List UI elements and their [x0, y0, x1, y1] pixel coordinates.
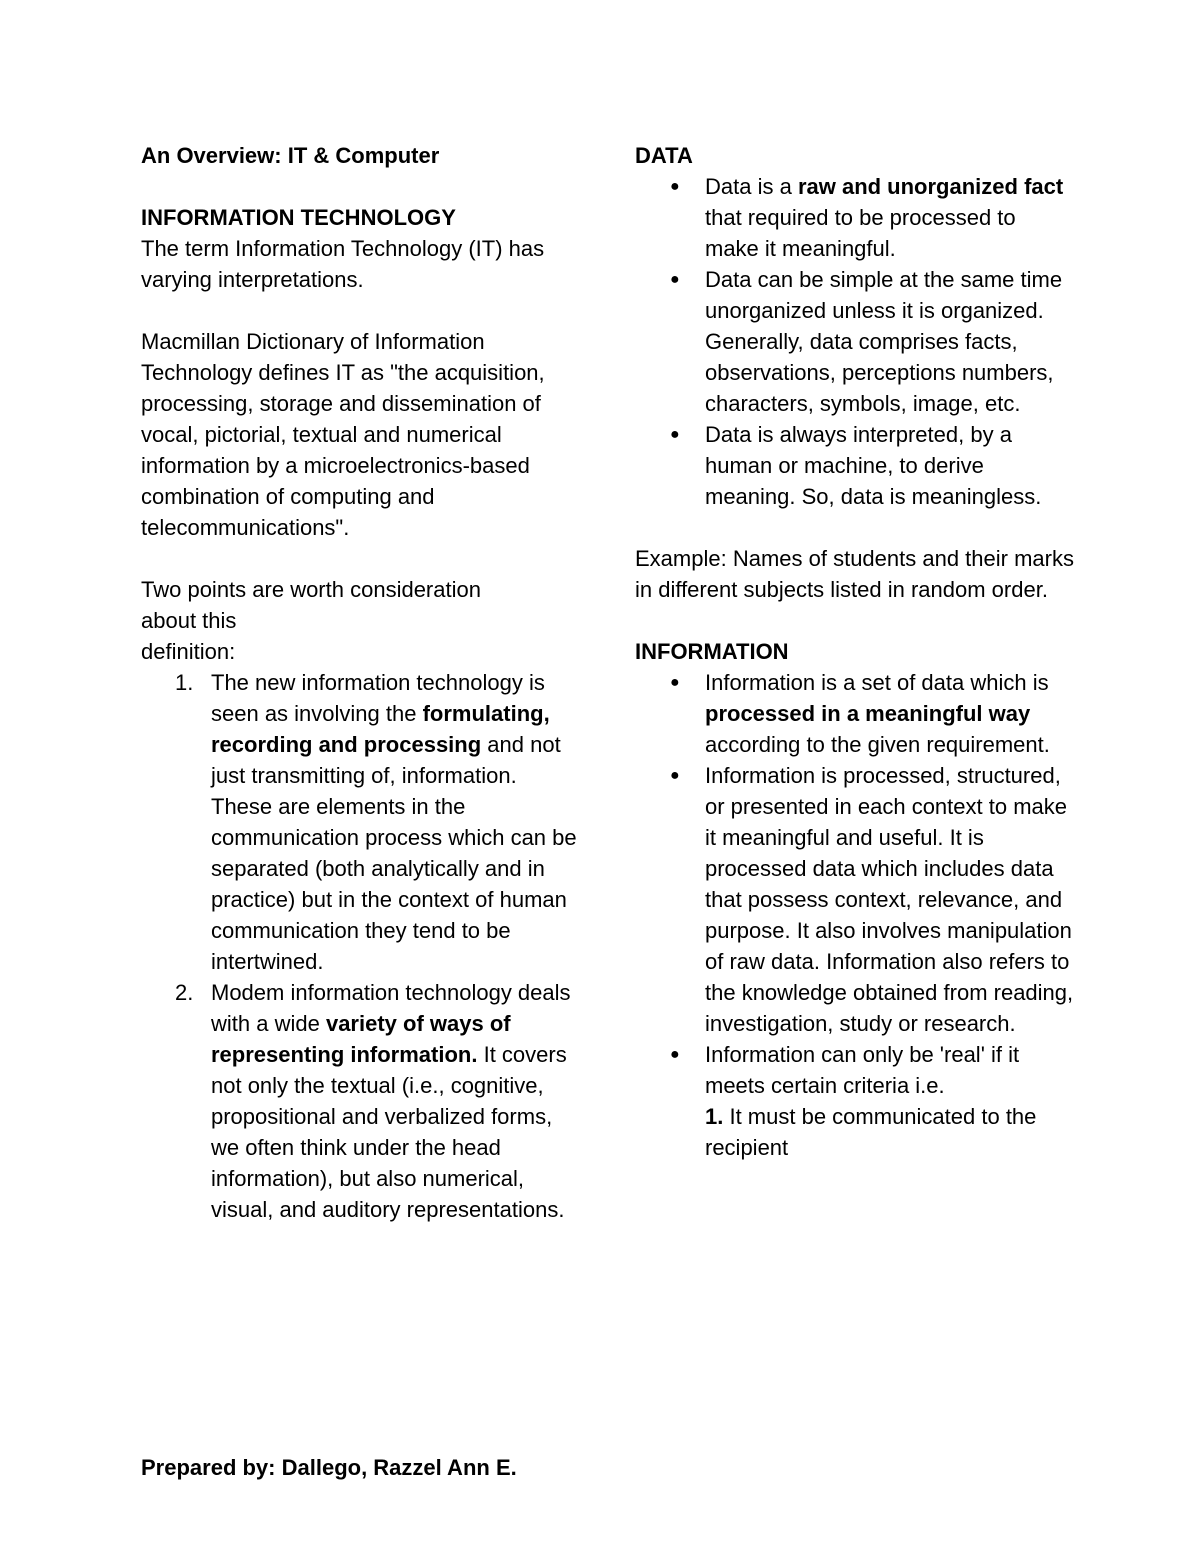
- example-paragraph: Example: Names of students and their marks in different subjects listed in random order.: [635, 546, 1074, 602]
- item-text: Data is always interpreted, by a human or machine, to derive meaning. So, data is meaningless.: [705, 422, 1042, 509]
- right-column: [635, 140, 1075, 1163]
- sub-number: 1.: [705, 1104, 724, 1129]
- spacer: [141, 171, 581, 202]
- bullet-list-item: [635, 171, 1075, 264]
- item-bold-text: variety of ways of representing information.: [211, 1011, 511, 1067]
- list-number: 1.: [175, 670, 194, 695]
- footer-prepared-by: [141, 1452, 517, 1483]
- it-intro-paragraph: The term Information Technology (IT) has varying interpretations.: [141, 236, 545, 292]
- numbered-list-item: [141, 667, 581, 977]
- item-text: Information is processed, structured, or presented in each context to make it meaningful and useful. It is processed data which includes data that possess context, relevance, and purpose. It also involves manipulation of raw data. Information also refers to the knowledge obtained from reading, investigation, study or research.: [705, 763, 1074, 1036]
- macmillan-paragraph: Macmillan Dictionary of Information Technology defines IT as "the acquisition, processing, storage and dissemination of vocal, pictorial, textual and numerical information by a microelectronics-based combination of computing and telecommunications".: [141, 329, 545, 540]
- bullet-list-item: [635, 667, 1075, 760]
- information-heading: INFORMATION: [635, 639, 789, 664]
- spacer: [141, 543, 581, 574]
- bullet-list-item: [635, 264, 1075, 419]
- item-bold-text: raw and unorganized fact: [797, 174, 1064, 199]
- document-title: An Overview: IT & Computer: [141, 143, 440, 168]
- item-text: according to the given requirement.: [705, 732, 1050, 757]
- points-line-3: definition:: [141, 639, 236, 664]
- author-name: Dallego, Razzel Ann E.: [281, 1455, 517, 1480]
- bullet-icon: ●: [670, 271, 680, 288]
- points-line-2: about this: [141, 608, 237, 633]
- bullet-icon: ●: [670, 1046, 680, 1063]
- bullet-list-item: [635, 1039, 1075, 1163]
- item-text: that required to be processed to make it meaningful.: [705, 205, 1016, 261]
- bullet-icon: ●: [670, 426, 680, 443]
- item-text: Information is a set of data which is: [705, 670, 1049, 695]
- footer-label: Prepared by:: [141, 1455, 282, 1480]
- spacer: [141, 295, 581, 326]
- sub-criterion: [705, 1101, 1075, 1163]
- points-line-1: Two points are worth consideration: [141, 577, 481, 602]
- item-text: The new information technology is seen as involving the: [211, 670, 545, 726]
- item-text: Data is a: [705, 174, 798, 199]
- item-bold-text: formulating, recording and processing: [211, 701, 550, 757]
- item-text: Data can be simple at the same time unorganized unless it is organized. Generally, data comprises facts, observations, perceptions numbers, characters, symbols, image, etc.: [705, 267, 1063, 416]
- list-number: 2.: [175, 980, 194, 1005]
- item-text: Modem information technology deals with a wide: [211, 980, 571, 1036]
- item-text: It covers not only the textual (i.e., cognitive, propositional and verbalized forms, we often think under the head information), but also numerical, visual, and auditory representations.: [211, 1042, 567, 1222]
- bullet-list-item: [635, 419, 1075, 512]
- item-text: Information can only be 'real' if it meets certain criteria i.e.: [705, 1042, 1020, 1098]
- bullet-list-item: [635, 760, 1075, 1039]
- item-bold-text: processed in a meaningful way: [705, 701, 1031, 726]
- spacer: [635, 512, 1075, 543]
- numbered-list-item: [141, 977, 581, 1225]
- it-heading: INFORMATION TECHNOLOGY: [141, 205, 456, 230]
- data-heading: DATA: [635, 143, 693, 168]
- bullet-icon: ●: [670, 178, 680, 195]
- left-column: [141, 140, 581, 1225]
- bullet-icon: ●: [670, 674, 680, 691]
- item-text: It must be communicated to the recipient: [705, 1104, 1037, 1160]
- item-text: and not just transmitting of, information. These are elements in the communication process which can be separated (both analytically and in practice) but in the context of human communication they tend to be intertwined.: [211, 732, 577, 974]
- bullet-icon: ●: [670, 767, 680, 784]
- spacer: [635, 605, 1075, 636]
